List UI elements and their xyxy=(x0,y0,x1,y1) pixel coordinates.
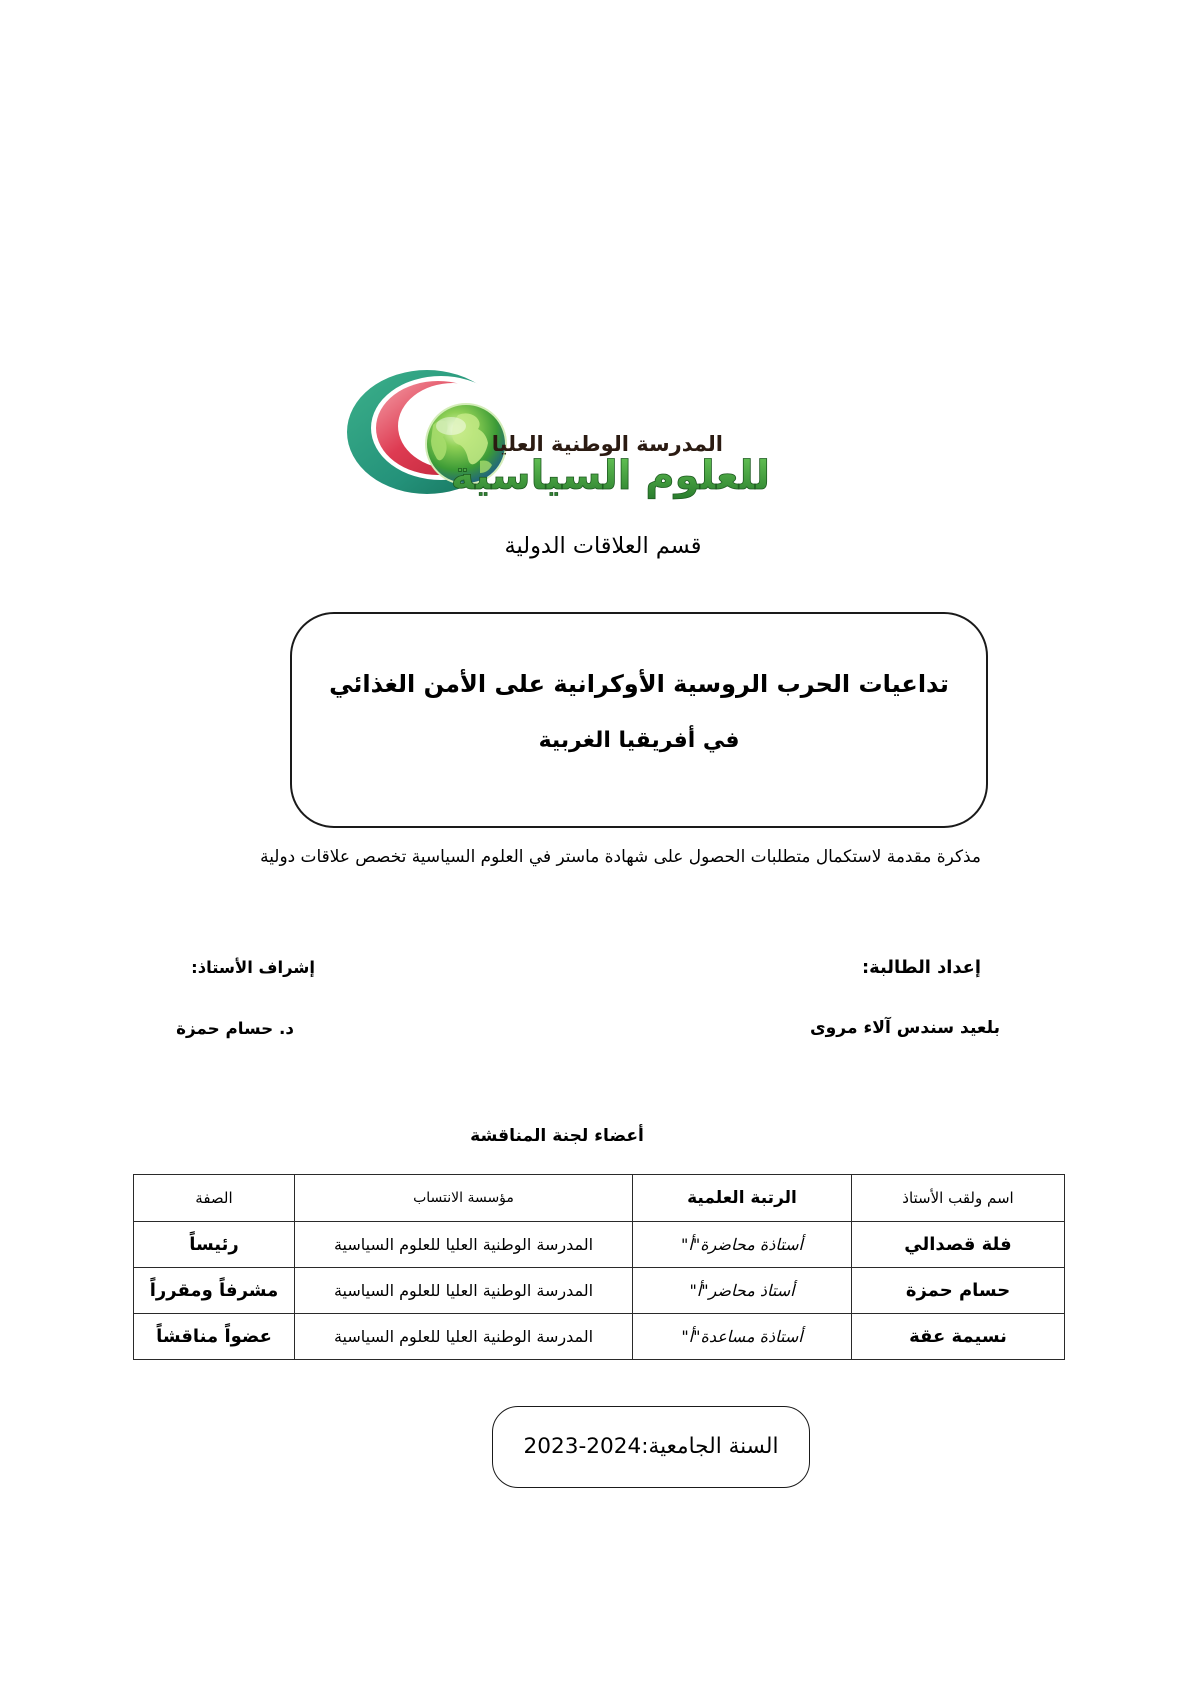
member-role: عضواً مناقشاً xyxy=(134,1314,295,1360)
member-rank: أستاذة مساعدة"أ" xyxy=(633,1314,852,1360)
logo-school-name: المدرسة الوطنية العليا xyxy=(491,432,723,456)
thesis-title-line2-text: في أفريقيا الغربية xyxy=(538,728,740,753)
header-name: اسم ولقب الأستاذ xyxy=(852,1175,1065,1222)
committee-table xyxy=(133,1174,1065,1360)
member-role: رئيساً xyxy=(134,1222,295,1268)
header-rank: الرتبة العلمية xyxy=(633,1175,852,1222)
logo-wordmark: للعلوم السياسية xyxy=(450,453,770,499)
member-name: فلة قصدالي xyxy=(852,1222,1065,1268)
member-rank: أستاذ محاضر"أ" xyxy=(633,1268,852,1314)
member-role: مشرفاً ومقرراً xyxy=(134,1268,295,1314)
thesis-description: مذكرة مقدمة لاستكمال متطلبات الحصول على شهادة ماستر في العلوم السياسية تخصص علاقات دولية xyxy=(260,846,981,866)
member-rank: أستاذة محاضرة"أ" xyxy=(633,1222,852,1268)
member-name: نسيمة عقة xyxy=(852,1314,1065,1360)
thesis-title-line1-text: تداعيات الحرب الروسية الأوكرانية على الأمن الغذائي xyxy=(329,670,949,698)
table-row xyxy=(134,1268,1065,1314)
academic-year-box xyxy=(492,1406,810,1488)
department-heading xyxy=(450,531,756,561)
member-institution: المدرسة الوطنية العليا للعلوم السياسية xyxy=(295,1268,633,1314)
committee-heading-text: أعضاء لجنة المناقشة xyxy=(470,1126,644,1146)
student-label: إعداد الطالبة: xyxy=(862,957,981,978)
table-row xyxy=(134,1314,1065,1360)
member-name: حسام حمزة xyxy=(852,1268,1065,1314)
member-institution: المدرسة الوطنية العليا للعلوم السياسية xyxy=(295,1222,633,1268)
supervisor-name: د. حسام حمزة xyxy=(176,1018,294,1038)
table-row xyxy=(134,1222,1065,1268)
thesis-title-box xyxy=(290,612,988,828)
table-header-row xyxy=(134,1175,1065,1222)
member-institution: المدرسة الوطنية العليا للعلوم السياسية xyxy=(295,1314,633,1360)
thesis-title-line2 xyxy=(292,717,986,763)
department-text: قسم العلاقات الدولية xyxy=(504,533,702,559)
thesis-title-line1 xyxy=(292,662,986,706)
student-name: بلعيد سندس آلاء مروى xyxy=(809,1018,1000,1038)
school-logo xyxy=(340,365,780,500)
header-institution: مؤسسة الانتساب xyxy=(295,1175,633,1222)
committee-heading xyxy=(400,1123,714,1149)
supervisor-label: إشراف الأستاذ: xyxy=(191,958,315,977)
academic-year-text: السنة الجامعية:2024-2023 xyxy=(523,1434,779,1459)
header-role: الصفة xyxy=(134,1175,295,1222)
